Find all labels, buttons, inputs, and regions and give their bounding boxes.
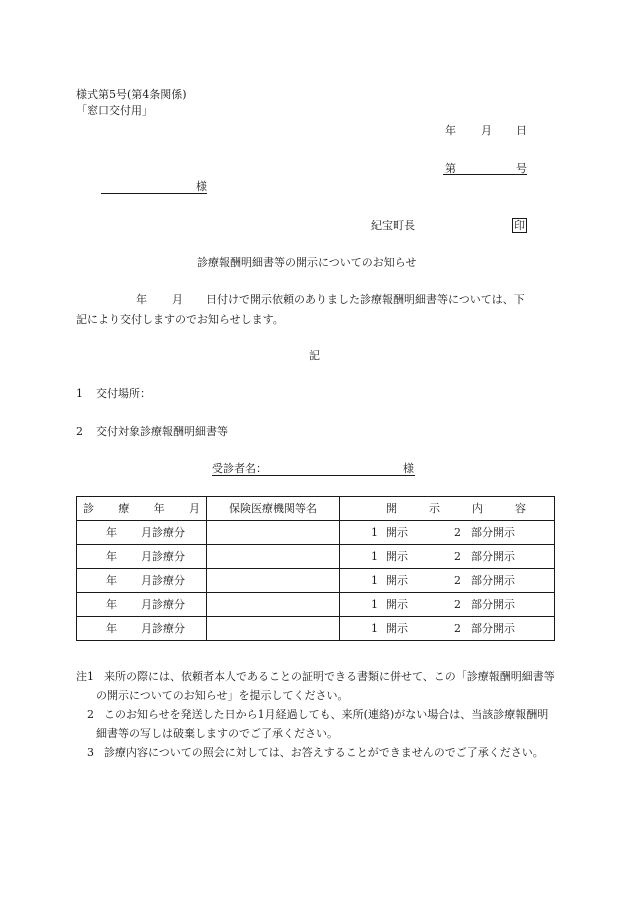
addressee-suffix: 様: [196, 180, 207, 193]
body-text-line2: 記により交付しますのでお知らせします。: [76, 313, 284, 326]
note-item: [76, 743, 556, 762]
cell-year: 年: [106, 549, 117, 563]
option-2-number: 2: [454, 549, 461, 563]
table-row: [77, 617, 555, 641]
option-1-label: 開示: [386, 525, 408, 539]
option-2-label: 部分開示: [471, 549, 515, 563]
option-1-number: 1: [371, 597, 378, 611]
option-2-label: 部分開示: [471, 573, 515, 587]
cell-month: 月診療分: [141, 573, 185, 587]
table-header-row: [77, 497, 555, 521]
date-month-label: 月: [481, 124, 492, 137]
header-disclosure: [340, 497, 555, 521]
option-2-number: 2: [454, 573, 461, 587]
table-row: [77, 593, 555, 617]
cell-year: 年: [106, 573, 117, 587]
header-char: 療: [118, 501, 130, 515]
page-title: 診療報酬明細書等の開示についてのお知らせ: [197, 256, 417, 269]
table-row: [77, 521, 555, 545]
header-consultation-month: [77, 497, 207, 521]
header-char: 月: [188, 501, 200, 515]
cell-month: 月診療分: [141, 597, 185, 611]
option-1-number: 1: [371, 621, 378, 635]
item-2-label: 交付対象診療報酬明細書等: [96, 425, 228, 438]
note-item: [76, 667, 556, 705]
institution-cell: [207, 569, 340, 593]
cell-month: 月診療分: [141, 621, 185, 635]
body-text-line1: 日付けで開示依頼のありました診療報酬明細書等については、下: [206, 293, 525, 306]
ki-heading: 記: [309, 349, 320, 362]
header-char: 容: [515, 501, 526, 515]
option-1-label: 開示: [386, 597, 408, 611]
institution-cell: [207, 593, 340, 617]
note-number: 注1: [76, 670, 94, 683]
consultation-month-cell: [77, 569, 207, 593]
date-year-label: 年: [445, 124, 456, 137]
addressee-underline: [101, 193, 207, 194]
header-char: 診: [83, 501, 94, 515]
option-1-label: 開示: [386, 573, 408, 587]
cell-month: 月診療分: [141, 549, 185, 563]
body-month-label: 月: [172, 293, 183, 306]
option-2-label: 部分開示: [471, 525, 515, 539]
table-row: [77, 545, 555, 569]
note-text: このお知らせを発送した日から1月経過しても、来所(連絡)がない場合は、当該診療報酬明細書等の写しは破棄しますのでご了承ください。: [96, 708, 549, 740]
disclosure-cell: [340, 521, 555, 545]
doc-number-suffix: 号: [516, 162, 527, 175]
body-year-label: 年: [136, 293, 147, 306]
records-table: [76, 496, 555, 641]
note-text: 来所の際には、依頼者本人であることの証明できる書類に併せて、この「診療報酬明細書等の開示についてのお知らせ」を提示してください。: [96, 670, 555, 702]
option-1-number: 1: [371, 525, 378, 539]
option-2-label: 部分開示: [471, 597, 515, 611]
option-1-label: 開示: [386, 621, 408, 635]
header-char: 内: [472, 501, 483, 515]
item-1-number: 1: [76, 387, 83, 400]
issuer-name: 紀宝町長: [371, 219, 415, 232]
cell-month: 月診療分: [141, 525, 185, 539]
cell-year: 年: [106, 621, 117, 635]
option-2-label: 部分開示: [471, 621, 515, 635]
seal-mark: 印: [514, 219, 525, 232]
header-char: 年: [153, 501, 165, 515]
institution-cell: [207, 521, 340, 545]
item-1-label: 交付場所：: [96, 387, 151, 400]
doc-number-prefix: 第: [445, 162, 456, 175]
item-2-number: 2: [76, 425, 83, 438]
patient-name-suffix: 様: [403, 462, 414, 475]
option-1-number: 1: [371, 573, 378, 587]
date-day-label: 日: [516, 124, 527, 137]
cell-year: 年: [106, 525, 117, 539]
institution-cell: [207, 545, 340, 569]
option-2-number: 2: [454, 597, 461, 611]
note-item: [76, 705, 556, 743]
header-char: 開: [386, 501, 397, 515]
option-2-number: 2: [454, 525, 461, 539]
consultation-month-cell: [77, 521, 207, 545]
option-1-number: 1: [371, 549, 378, 563]
cell-year: 年: [106, 597, 117, 611]
disclosure-cell: [340, 617, 555, 641]
disclosure-cell: [340, 593, 555, 617]
table-row: [77, 569, 555, 593]
consultation-month-cell: [77, 617, 207, 641]
header-char: 示: [429, 501, 440, 515]
disclosure-cell: [340, 545, 555, 569]
option-1-label: 開示: [386, 549, 408, 563]
form-purpose: 「窓口交付用」: [76, 104, 153, 117]
note-number: 2: [87, 708, 94, 721]
note-text: 診療内容についての照会に対しては、お答えすることができませんのでご了承ください。: [104, 746, 544, 759]
form-number: 様式第5号(第4条関係): [76, 88, 187, 101]
option-2-number: 2: [454, 621, 461, 635]
disclosure-cell: [340, 569, 555, 593]
notes-section: [76, 667, 556, 762]
consultation-month-cell: [77, 593, 207, 617]
note-number: 3: [87, 746, 94, 759]
institution-cell: [207, 617, 340, 641]
header-institution: 保険医療機関等名: [207, 497, 340, 521]
consultation-month-cell: [77, 545, 207, 569]
patient-name-label: 受診者名：: [212, 462, 267, 475]
